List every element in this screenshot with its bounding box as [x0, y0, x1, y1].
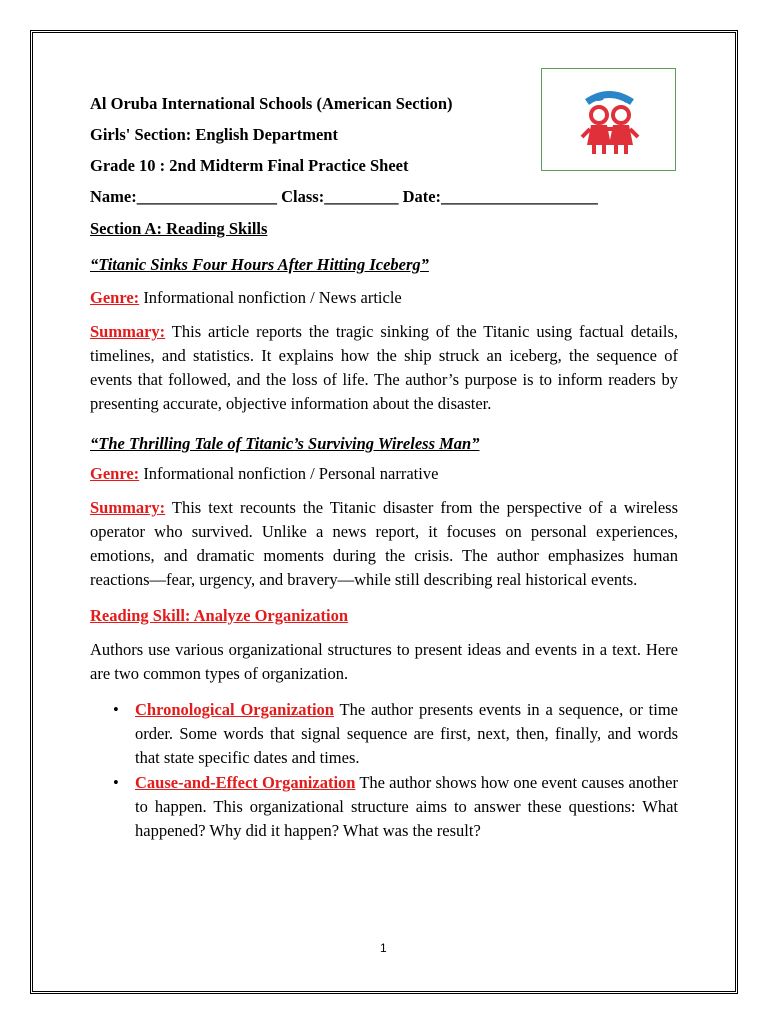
school-logo: [541, 68, 676, 171]
article1-genre: [90, 286, 402, 310]
list-item: [135, 771, 678, 843]
class-field[interactable]: _________: [324, 187, 399, 206]
genre-text: Informational nonfiction / News article: [139, 288, 402, 307]
name-field[interactable]: _________________: [136, 187, 277, 206]
summary-text: This article reports the tragic sinking of the Titanic using factual details, timelines, and statistics. It explains how the ship struck an iceberg, the sequence of events that followed, and the loss of life. The author’s purpose is to inform readers by presenting accurate, objective information about the disaster.: [90, 322, 678, 413]
term-description: The author shows how one event causes another to happen. This organizational structure aims to answer these questions: What happened? Why did it happen? What was the result?: [135, 773, 678, 840]
term-chronological: Chronological Organization: [135, 700, 334, 719]
section-a-heading: Section A: Reading Skills: [90, 219, 268, 238]
name-label: Name:: [90, 187, 137, 206]
summary-label: Summary:: [90, 322, 166, 341]
summary-text: This text recounts the Titanic disaster from the perspective of a wireless operator who survived. Unlike a news report, it focuses on personal experiences, emotions, and dramatic moments during the crisis. The author emphasizes human reactions—fear, urgency, and bravery—while still describing real historical events.: [90, 498, 678, 589]
date-label: Date:: [402, 187, 442, 206]
department-name: Girls' Section: English Department: [90, 125, 338, 144]
school-name: Al Oruba International Schools (American Section): [90, 94, 453, 113]
article2-genre: [90, 462, 438, 486]
list-item: [135, 698, 678, 770]
term-description: The author presents events in a sequence, or time order. Some words that signal sequence are first, next, then, finally, and words that state specific dates and times.: [135, 700, 678, 767]
article2-title: “The Thrilling Tale of Titanic’s Surviving Wireless Man”: [90, 434, 480, 453]
info-fields-row: [90, 185, 598, 209]
reading-skill-intro: Authors use various organizational structures to present ideas and events in a text. Here are two common types of organization.: [90, 640, 678, 683]
sheet-title: Grade 10 : 2nd Midterm Final Practice Sheet: [90, 156, 409, 175]
term-cause-effect: Cause-and-Effect Organization: [135, 773, 356, 792]
genre-label: Genre:: [90, 464, 140, 483]
page-number: 1: [380, 941, 387, 955]
article2-summary: [90, 496, 678, 592]
summary-label: Summary:: [90, 498, 166, 517]
school-logo-icon: [542, 69, 677, 172]
genre-label: Genre:: [90, 288, 140, 307]
genre-text: Informational nonfiction / Personal narrative: [139, 464, 439, 483]
date-field[interactable]: ___________________: [441, 187, 598, 206]
class-label: Class:: [281, 187, 325, 206]
article1-title: “Titanic Sinks Four Hours After Hitting Iceberg”: [90, 255, 429, 274]
reading-skill-heading: Reading Skill: Analyze Organization: [90, 606, 349, 625]
article1-summary: [90, 320, 678, 416]
